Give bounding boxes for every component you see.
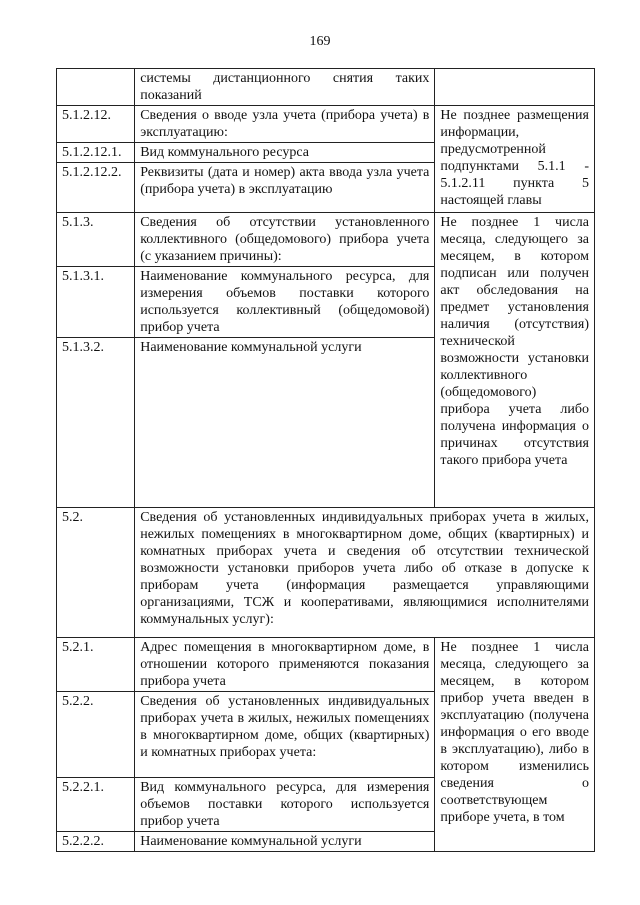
item-number: 5.1.3.1. [57,267,135,338]
item-description: Вид коммунального ресурса, для измерения объемов поставки которого используется прибор учета [135,778,435,832]
item-number: 5.2.2. [57,692,135,778]
term-cell-empty [435,69,595,106]
item-description: системы дистанционного снятия таких показаний [135,69,435,106]
item-description: Сведения о вводе узла учета (прибора учета) в эксплуатацию: [135,106,435,143]
page-number: 169 [309,34,331,49]
table-row [57,69,595,106]
item-number: 5.1.3. [57,213,135,267]
item-number: 5.2.2.1. [57,778,135,832]
table-row [57,638,595,692]
item-number: 5.2. [57,508,135,638]
item-number: 5.1.2.12.2. [57,163,135,213]
table-row [57,213,595,267]
item-description: Наименование коммунальной услуги [135,832,435,852]
deadline-cell: Не позднее размещения информации, предусмотренной подпунктами 5.1.1 - 5.1.2.11 пункта 5 настоящей главы [435,106,595,213]
item-number: 5.2.2.2. [57,832,135,852]
item-description: Адрес помещения в многоквартирном доме, в отношении которого применяются показания прибора учета [135,638,435,692]
item-number: 5.1.2.12. [57,106,135,143]
item-number: 5.1.3.2. [57,338,135,508]
item-number [57,69,135,106]
item-description: Наименование коммунальной услуги [135,338,435,508]
deadline-cell: Не позднее 1 числа месяца, следующего за месяцем, в котором подписан или получен акт обследования на предмет установления наличия (отсутствия) технической возможности установки коллективного (общедомового) прибора учета либо получена информация о причинах отсутствия такого прибора учета [435,213,595,508]
item-description: Вид коммунального ресурса [135,143,435,163]
section-description: Сведения об установленных индивидуальных приборах учета в жилых, нежилых помещениях в многоквартирном доме, общих (квартирных) и комнатных приборах учета и сведения об отсутствии технической возможности установки приборов учета либо об отказе в допуске к приборам учета (информация размещается управляющими организациями, ТСЖ и кооперативами, являющимися исполнителями коммунальных услуг): [135,508,595,638]
item-description: Наименование коммунального ресурса, для измерения объемов поставки которого используется коллективный (общедомовой) прибор учета [135,267,435,338]
table-row [57,508,595,638]
item-description: Реквизиты (дата и номер) акта ввода узла учета (прибора учета) в эксплуатацию [135,163,435,213]
item-number: 5.1.2.12.1. [57,143,135,163]
item-description: Сведения об отсутствии установленного коллективного (общедомового) прибора учета (с указанием причины): [135,213,435,267]
deadline-cell: Не позднее 1 числа месяца, следующего за месяцем, в котором прибор учета введен в эксплуатацию (получена информация о его вводе в эксплуатацию), либо в котором изменились сведения о соответствующем приборе учета, в том [435,638,595,852]
item-description: Сведения об установленных индивидуальных приборах учета в жилых, нежилых помещениях в многоквартирном доме, общих (квартирных) и комнатных приборах учета: [135,692,435,778]
table-row [57,106,595,143]
item-number: 5.2.1. [57,638,135,692]
requirements-table [56,68,595,852]
